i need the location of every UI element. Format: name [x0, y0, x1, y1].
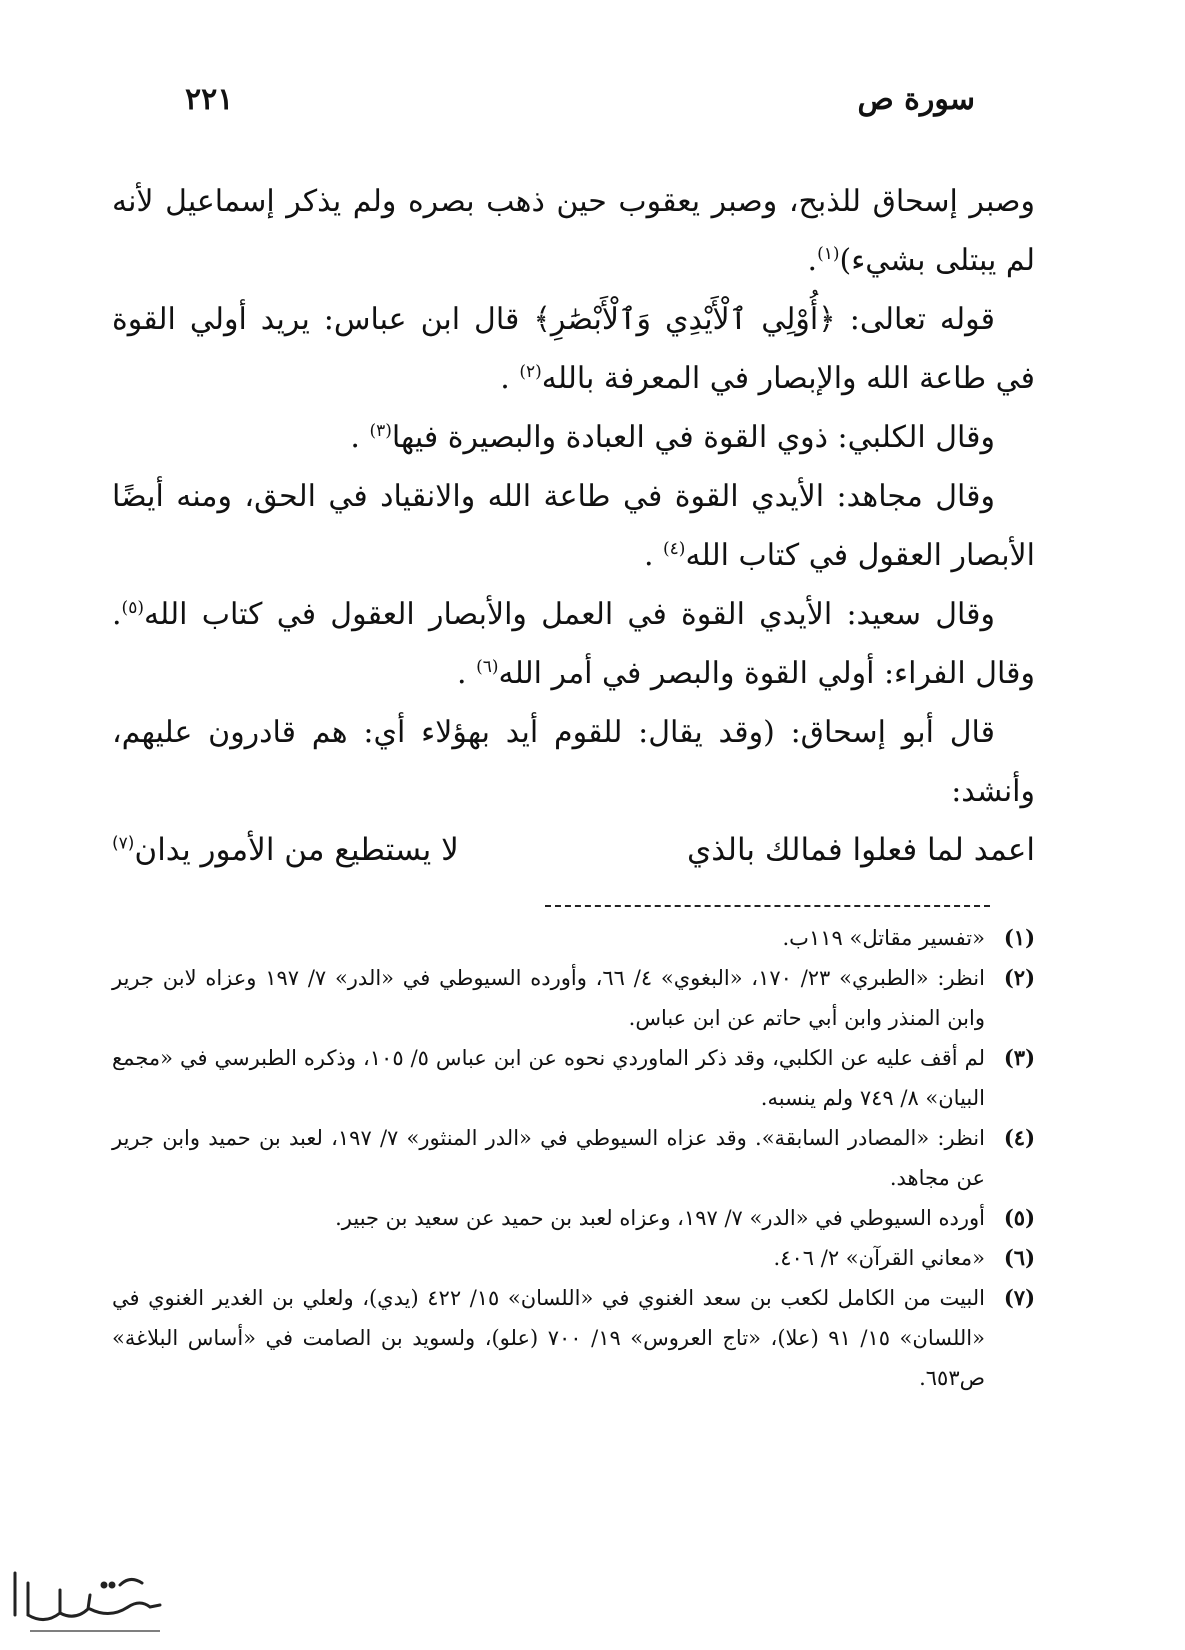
- footnote-text: «تفسير مقاتل» ١١٩ب.: [782, 926, 985, 950]
- paragraph-text: وقال الكلبي: ذوي القوة في العبادة والبصيرة فيها: [391, 420, 995, 455]
- verse-second-half-text: لا يستطيع من الأمور يدان: [134, 832, 459, 868]
- verse-second-half: [112, 821, 459, 880]
- footnote-ref: (٤): [663, 539, 686, 559]
- footnote-ref: (٧): [112, 833, 135, 854]
- footnote-text: أورده السيوطي في «الدر» ٧/ ١٩٧، وعزاه لعبد بن حميد عن سعيد بن جبير.: [335, 1206, 985, 1230]
- footnote-text: «معاني القرآن» ٢/ ٤٠٦.: [773, 1246, 985, 1270]
- paragraph-tail: .: [457, 656, 477, 691]
- paragraph-tail: .: [643, 538, 664, 573]
- footnote-text: انظر: «المصادر السابقة». وقد عزاه السيوطي في «الدر المنثور» ٧/ ١٩٧، لعبد بن حميد وابن جرير عن مجاهد.: [112, 1126, 985, 1190]
- paragraph: [112, 172, 1035, 290]
- footnote-ref: (٦): [476, 657, 499, 677]
- paragraph-tail: .: [807, 243, 818, 278]
- paragraph-tail: . وقال الفراء: أولي القوة والبصر في أمر الله: [112, 597, 1035, 691]
- paragraph-text: وصبر إسحاق للذبح، وصبر يعقوب حين ذهب بصره ولم يذكر إسماعيل لأنه لم يبتلى بشيء): [112, 184, 1035, 278]
- page-header: [185, 82, 975, 126]
- running-title: سورة ص: [857, 82, 975, 117]
- footnote-number: (١): [1003, 925, 1035, 950]
- footnote: [112, 1198, 1035, 1238]
- paragraph: [112, 703, 1035, 821]
- paragraph: [112, 467, 1035, 585]
- footnote-number: (٧): [1003, 1285, 1035, 1310]
- page-number: ٢٢١: [185, 82, 234, 117]
- paragraph-tail: .: [350, 420, 370, 455]
- main-text: [112, 172, 1035, 880]
- footnote-number: (٢): [1003, 965, 1035, 990]
- paragraph: [112, 585, 1035, 703]
- paragraph: [112, 408, 1035, 467]
- footnote-ref: (٣): [369, 421, 392, 441]
- paragraph-text: قوله تعالى: ﴿أُوْلِي ٱلْأَيْدِي وَٱلْأَبْصَٰرِ﴾ قال ابن عباس: يريد أولي القوة في طاعة الله والإبصار في المعرفة بالله: [112, 302, 1035, 396]
- footnote-text: البيت من الكامل لكعب بن سعد الغنوي في «اللسان» ١٥/ ٤٢٢ (يدي)، ولعلي بن الغدير الغنوي في «اللسان» ١٥/ ٩١ (علا)، «تاج العروس» ١٩/ ٧٠٠ (علو)، ولسويد بن الصامت في «أساس البلاغة» ص٦٥٣.: [112, 1286, 985, 1390]
- paragraph-text: وقال مجاهد: الأيدي القوة في طاعة الله والانقياد في الحق، ومنه أيضًا الأبصار العقول في كتاب الله: [112, 479, 1035, 573]
- footnote-ref: (٥): [121, 598, 144, 618]
- verse-first-half: اعمد لما فعلوا فمالك بالذي: [686, 832, 1035, 868]
- footnote: [112, 1118, 1035, 1198]
- footnote: [112, 918, 1035, 958]
- footnote-text: لم أقف عليه عن الكلبي، وقد ذكر الماوردي نحوه عن ابن عباس ٥/ ١٠٥، وذكره الطبرسي في «مجمع البيان» ٨/ ٧٤٩ ولم ينسبه.: [112, 1046, 985, 1110]
- paragraph-text: وقال سعيد: الأيدي القوة في العمل والأبصار العقول في كتاب الله: [143, 597, 995, 632]
- footnote-ref: (٢): [519, 362, 542, 382]
- poetry-verse: [112, 821, 1035, 880]
- footnotes: [112, 918, 1035, 1398]
- footnote-number: (٣): [1003, 1045, 1035, 1070]
- footnote: [112, 958, 1035, 1038]
- publisher-logo: [0, 1555, 175, 1640]
- footnote: [112, 1278, 1035, 1398]
- paragraph-text: قال أبو إسحاق: (وقد يقال: للقوم أيد بهؤلاء أي: هم قادرون عليهم، وأنشد:: [112, 715, 1035, 809]
- footnote-text: انظر: «الطبري» ٢٣/ ١٧٠، «البغوي» ٤/ ٦٦، وأورده السيوطي في «الدر» ٧/ ١٩٧ وعزاه لابن جرير وابن المنذر وابن أبي حاتم عن ابن عباس.: [112, 966, 985, 1030]
- footnote: [112, 1238, 1035, 1278]
- footnote-separator: [545, 905, 990, 907]
- footnote-ref: (١): [817, 244, 840, 264]
- footnote-number: (٦): [1003, 1245, 1035, 1270]
- footnote-number: (٤): [1003, 1125, 1035, 1150]
- paragraph-tail: .: [500, 361, 520, 396]
- footnote-number: (٥): [1003, 1205, 1035, 1230]
- paragraph: [112, 290, 1035, 408]
- footnote: [112, 1038, 1035, 1118]
